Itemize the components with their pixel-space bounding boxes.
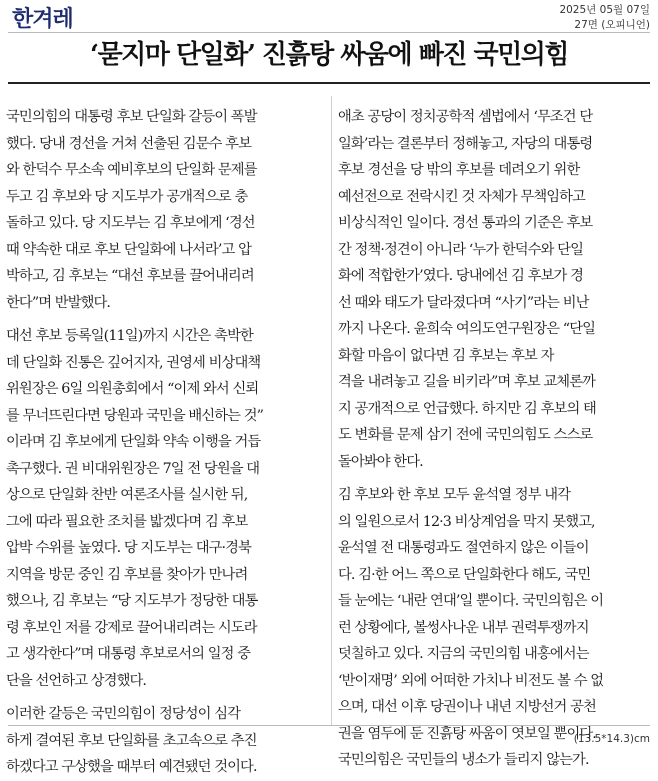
article-headline: ‘묻지마 단일화’ 진흙탕 싸움에 빠진 국민의힘 [90,40,568,70]
top-rule [8,32,650,33]
paragraph: 김 후보와 한 후보 모두 윤석열 정부 내각 의 일원으로서 12·3 비상계엄을 막지 못했고, 윤석열 전 대통령과도 절연하지 않은 이들이 다. 김·한 어느 쪽으로 단일화한다 해도, 국민 들 눈에는 ‘내란 연대’일 뿐이다. 국민의힘은 이 런 상황에다, 볼썽사나운 내부 권력투쟁까지 덧칠하고 있다. 지금의 국민의힘 내홍에서는 ‘반이재명’ 외에 어떠한 가치나 비전도 볼 수 없 으며, 대선 이후 당권이나 내년 지방선거 공천 권을 염두에 둔 진흙탕 싸움이 엿보일 뿐이다. 국민의힘은 국민들의 냉소가 들리지 않는가. [338,487,604,768]
page-section: 27면 (오피니언) [574,19,650,31]
headline-rule [8,82,650,84]
paragraph: 이러한 갈등은 국민의힘이 정당성이 심각 하게 결여된 후보 단일화를 초고속으로 추진 하겠다고 구상했을 때부터 예견됐던 것이다. [6,706,257,775]
issue-date: 2025년 05월 07일 [559,4,650,16]
paragraph: 대선 후보 등록일(11일)까지 시간은 촉박한 데 단일화 진통은 깊어지자, 권영세 비상대책 위원장은 6일 의원총회에서 “이제 와서 신뢰 를 무너뜨린다면 당원과 국민을 배신하는 것” 이라며 김 후보에게 단일화 약속 이행을 거듭 촉구했다. 권 비대위원장은 7일 전 당원을 대 상으로 단일화 찬반 여론조사를 실시한 뒤, 그에 따라 필요한 조치를 밟겠다며 김 후보 압박 수위를 높였다. 당 지도부는 대구·경북 지역을 방문 중인 김 후보를 찾아가 만나려 했으나, 김 후보는 “당 지도부가 정당한 대통 령 후보인 저를 강제로 끌어내리려는 시도라 고 생각한다”며 대통령 후보로서의 일정 중 단을 선언하고 상경했다. [6,328,264,689]
bottom-rule [8,725,650,726]
paragraph: 애초 공당이 정치공학적 셈법에서 ‘무조건 단 일화’라는 결론부터 정해놓고, 자당의 대통령 후보 경선을 당 밖의 후보를 데려오기 위한 예선전으로 전락시킨 것 자체가 무책임하고 비상식적인 일이다. 경선 통과의 기준은 후보 간 정책·정견이 아니라 ‘누가 한덕수와 단일 화에 적합한가’였다. 당내에선 김 후보가 경 선 때와 태도가 달라졌다며 “사기”라는 비난 까지 나온다. 윤희숙 여의도연구원장은 “단일 화할 마음이 없다면 김 후보는 후보 자 격을 내려놓고 길을 비키라”며 후보 교체론까 지 공개적으로 언급했다. 하지만 김 후보의 태 도 변화를 문제 삼기 전에 국민의힘도 스스로 돌아봐야 한다. [338,109,596,470]
article-right-column [338,104,652,774]
clipping-size-note: (13.5*14.3)cm [573,733,650,745]
paragraph: 국민의힘의 대통령 후보 단일화 갈등이 폭발 했다. 당내 경선을 거쳐 선출된 김문수 후보 와 한덕수 무소속 예비후보의 단일화 문제를 두고 김 후보와 당 지도부가 공개적으로 충 돌하고 있다. 당 지도부는 김 후보에게 ‘경선 때 약속한 대로 후보 단일화에 나서라’고 압 박하고, 김 후보는 “대선 후보를 끌어내리려 한다”며 반발했다. [6,109,257,311]
column-divider [331,96,332,726]
issue-meta [559,3,650,33]
newspaper-logo: 한겨레 [12,7,73,32]
article-left-column [6,104,324,781]
